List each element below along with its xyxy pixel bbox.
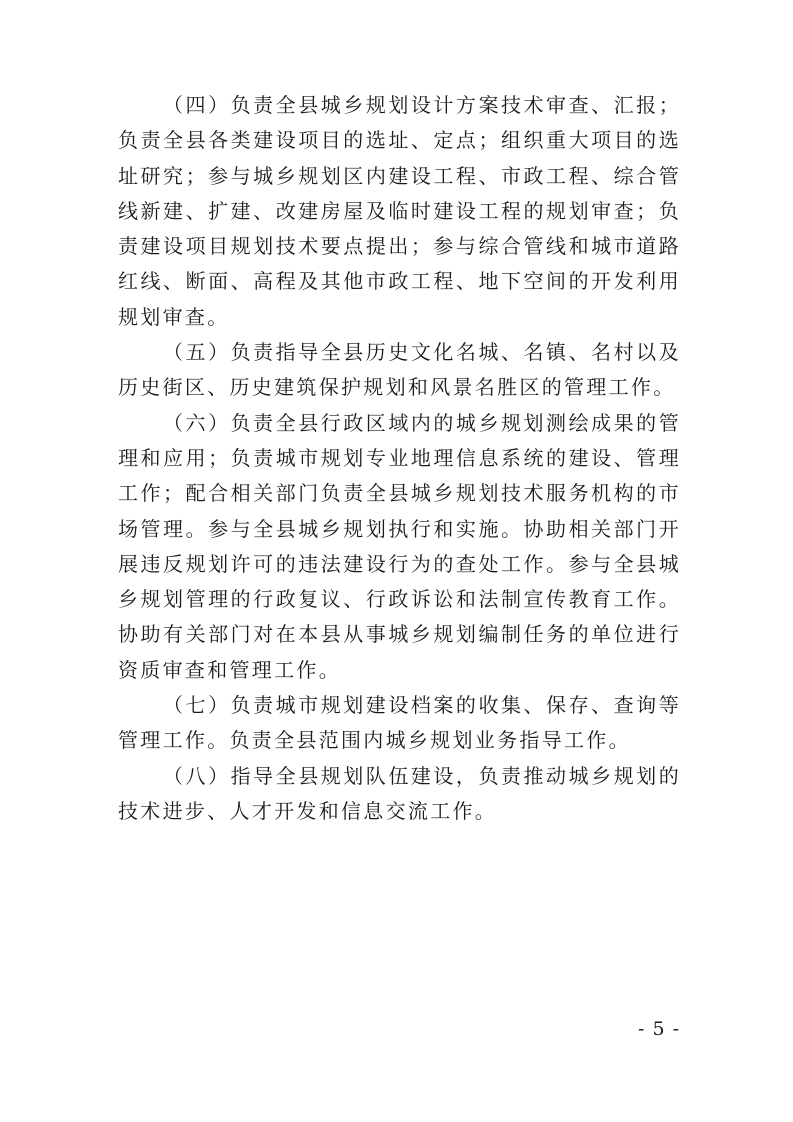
paragraph-8: （八）指导全县规划队伍建设，负责推动城乡规划的技术进步、人才开发和信息交流工作。 <box>118 763 681 823</box>
document-body <box>118 88 681 829</box>
page-number: - 5 - <box>637 1018 680 1040</box>
paragraph-6: （六）负责全县行政区域内的城乡规划测绘成果的管理和应用；负责城市规划专业地理信息系统的建设、管理工作；配合相关部门负责全县城乡规划技术服务机构的市场管理。参与全县城乡规划执行和实施。协助相关部门开展违反规划许可的违法建设行为的查处工作。参与全县城乡规划管理的行政复议、行政诉讼和法制宣传教育工作。协助有关部门对在本县从事城乡规划编制任务的单位进行资质审查和管理工作。 <box>118 410 681 682</box>
paragraph-4: （四）负责全县城乡规划设计方案技术审查、汇报；负责全县各类建设项目的选址、定点；组织重大项目的选址研究；参与城乡规划区内建设工程、市政工程、综合管线新建、扩建、改建房屋及临时建设工程的规划审查；负责建设项目规划技术要点提出；参与综合管线和城市道路红线、断面、高程及其他市政工程、地下空间的开发利用规划审查。 <box>118 93 681 329</box>
paragraph-5: （五）负责指导全县历史文化名城、名镇、名村以及历史街区、历史建筑保护规划和风景名胜区的管理工作。 <box>118 340 681 400</box>
paragraph-7: （七）负责城市规划建设档案的收集、保存、查询等管理工作。负责全县范围内城乡规划业务指导工作。 <box>118 693 681 753</box>
